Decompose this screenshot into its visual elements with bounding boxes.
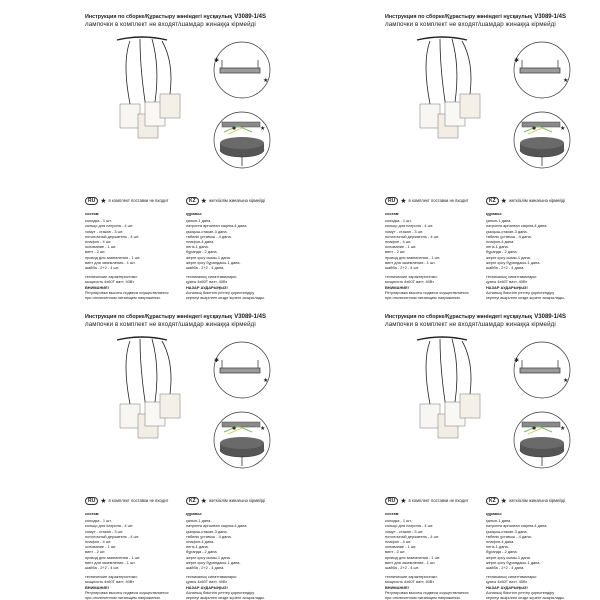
kz-part-item: бұранда - 2 дана. xyxy=(186,549,218,555)
kz-part-item: плафон-4 дана. xyxy=(186,539,215,545)
kz-part-item: жерге қосу бұрандасы-1 дана. xyxy=(186,559,241,565)
ru-note: при отключенном питающем напряжении. xyxy=(85,295,161,300)
ru-tech-value: мощность 4х60Т ватт, 40Вт xyxy=(85,579,135,585)
ru-part-item: винт - 2 шт. xyxy=(85,549,106,555)
ru-part-item: винт для заземления - 1 шт. xyxy=(385,559,436,565)
lamp-shade xyxy=(160,94,180,118)
kz-part-item: қалып-1 дана. xyxy=(486,218,512,224)
kz-part-item: қысқыш-стакан-3 дана. xyxy=(186,228,228,234)
kz-tech-title: техникалық сипаттамалары: xyxy=(186,574,238,580)
svg-text:✱: ✱ xyxy=(532,126,537,132)
lamp-shade xyxy=(120,404,140,428)
svg-text:★: ★ xyxy=(263,78,269,84)
ru-note: Регулировка высоты подвеса осуществляется xyxy=(385,289,469,295)
ru-part-item: шайба - 2+2 - 4 шт. xyxy=(385,265,420,271)
ru-note: Регулировка высоты подвеса осуществляется xyxy=(85,589,169,595)
kz-parts-column xyxy=(486,211,565,300)
kz-part-item: шайба - 2+2 - 4 дана. xyxy=(486,265,525,271)
kz-parts-title: құрамы: xyxy=(486,511,503,516)
kz-warning: НАЗАР АУДАРЫҢЫЗ! xyxy=(486,584,528,590)
ru-tech-title: технические характеристики: xyxy=(85,274,138,280)
legend-ru-text: в комплект поставки не входит xyxy=(108,198,169,203)
header-subtitle: лампочки в комплект не входят/шамдар жинаққа кірмейді xyxy=(85,321,256,328)
legend-ru-text: в комплект поставки не входит xyxy=(408,198,469,203)
header-subtitle: лампочки в комплект не входят/шамдар жинаққа кірмейді xyxy=(385,321,556,328)
chandelier-diagram xyxy=(82,32,292,182)
ru-part-item: винт - 2 шт. xyxy=(85,249,106,255)
svg-text:★: ★ xyxy=(563,378,569,384)
ru-part-item: кольцо для патрона - 4 шт. xyxy=(85,523,134,529)
lamp-shade xyxy=(420,104,440,128)
kz-note: Аспаның биіктігін реттеу қоректендіру xyxy=(186,289,255,295)
ru-part-item: шайба - 2+2 - 4 шт. xyxy=(385,565,420,571)
kz-part-item: негіз-1 дана. xyxy=(186,544,209,550)
kz-note: кернеуі өшірілген кезде жүзеге асырылады. xyxy=(486,295,565,300)
kz-part-item: төбелік ұстағыш - 4 дана. xyxy=(186,233,232,239)
kz-badge: KZ xyxy=(486,197,499,205)
ru-tech-title: технические характеристики: xyxy=(85,574,138,580)
ru-part-item: потолочный держатель - 4 шт. xyxy=(385,233,440,239)
legend-kz-text: жеткізілім жинағына кірмейді xyxy=(508,198,566,203)
model-code: V3089-1/4S xyxy=(534,14,566,20)
kz-part-item: жерге қосу бұрандасы-1 дана. xyxy=(486,259,541,265)
cord xyxy=(152,39,157,102)
kz-part-item: бұранда - 2 дана. xyxy=(486,549,518,555)
legend-kz xyxy=(186,497,265,505)
kz-part-item: жерге қосу сымы-1 дана. xyxy=(486,554,531,560)
model-code: V3089-1/4S xyxy=(234,314,266,320)
kz-part-item: жерге қосу бұрандасы-1 дана. xyxy=(186,259,241,265)
cord xyxy=(462,41,471,94)
ru-warning: ВНИМАНИЕ! xyxy=(85,584,109,590)
kz-part-item: патронға арналған сақина-4 дана. xyxy=(186,223,248,229)
kz-tech-value: қуаты 4х60Т ватт, 40Вт xyxy=(486,579,528,585)
ru-tech-title: технические характеристики: xyxy=(385,274,438,280)
ru-part-item: хомут - стакан - 3 шт. xyxy=(385,228,424,234)
model-code: V3089-1/4S xyxy=(534,314,566,320)
ru-part-item: хомут - стакан - 3 шт. xyxy=(85,228,124,234)
ru-part-item: плафон - 4 шт. xyxy=(385,539,412,545)
cord xyxy=(152,339,157,402)
kz-part-item: төбелік ұстағыш - 4 дана. xyxy=(486,233,532,239)
cord xyxy=(452,39,457,102)
ru-parts-title: состав: xyxy=(85,511,100,516)
svg-text:✱: ✱ xyxy=(232,426,237,432)
svg-text:★: ★ xyxy=(560,126,566,132)
canopy xyxy=(417,37,467,40)
ru-part-item: потолочный держатель - 4 шт. xyxy=(385,533,440,539)
svg-text:★: ★ xyxy=(560,426,566,432)
bracket xyxy=(522,122,560,127)
svg-text:★: ★ xyxy=(260,126,266,132)
kz-tech-value: қуаты 4х60Т ватт, 40Вт xyxy=(186,279,228,285)
svg-text:✱: ✱ xyxy=(514,358,520,364)
ru-note: при отключенном питающем напряжении. xyxy=(85,595,161,600)
kz-parts-column xyxy=(186,511,265,600)
ru-parts-title: состав: xyxy=(85,211,100,216)
ru-parts-column xyxy=(385,211,468,300)
legend-kz xyxy=(486,197,565,205)
ru-part-item: провод для заземления - 1 шт. xyxy=(385,254,441,260)
kz-tech-title: техникалық сипаттамалары: xyxy=(186,274,238,280)
kz-note: кернеуі өшірілген кезде жүзеге асырылады. xyxy=(486,595,565,600)
kz-badge: KZ xyxy=(186,197,199,205)
lamp-shade xyxy=(120,104,140,128)
kz-part-item: қалып-1 дана. xyxy=(186,218,212,224)
kz-part-item: негіз-1 дана. xyxy=(486,244,509,250)
kz-warning: НАЗАР АУДАРЫҢЫЗ! xyxy=(486,284,528,290)
ru-part-item: основание - 1 шт. xyxy=(385,244,417,250)
ru-parts-title: состав: xyxy=(385,211,400,216)
ru-note: Регулировка высоты подвеса осуществляется xyxy=(385,589,469,595)
kz-parts-column xyxy=(186,211,265,300)
kz-note: Аспаның биіктігін реттеу қоректендіру xyxy=(486,289,555,295)
cord xyxy=(126,41,130,104)
lamp-shade xyxy=(420,404,440,428)
kz-note: кернеуі өшірілген кезде жүзеге асырылады. xyxy=(186,595,265,600)
ru-note: при отключенном питающем напряжении. xyxy=(385,595,461,600)
star-icon: ★ xyxy=(400,198,407,205)
ru-badge: RU xyxy=(385,197,398,205)
svg-text:✱: ✱ xyxy=(532,426,537,432)
kz-parts-column xyxy=(486,511,565,600)
ru-badge: RU xyxy=(385,497,398,505)
chandelier-diagram xyxy=(82,332,292,482)
ru-part-item: провод для заземления - 1 шт. xyxy=(385,554,441,560)
mounting-bar xyxy=(220,368,260,373)
header-subtitle: лампочки в комплект не входят/шамдар жинаққа кірмейді xyxy=(85,21,256,28)
kz-note: кернеуі өшірілген кезде жүзеге асырылады. xyxy=(186,295,265,300)
cord xyxy=(126,341,130,404)
kz-warning: НАЗАР АУДАРЫҢЫЗ! xyxy=(186,584,228,590)
kz-note: Аспаның биіктігін реттеу қоректендіру xyxy=(486,589,555,595)
legend-kz-text: жеткізілім жинағына кірмейді xyxy=(508,498,566,503)
ru-part-item: кольцо для патрона - 4 шт. xyxy=(385,523,434,529)
legend-ru xyxy=(85,197,168,205)
ru-part-item: колодка - 1 шт. xyxy=(385,218,412,224)
mounting-bar xyxy=(520,368,560,373)
star-icon: ★ xyxy=(400,498,407,505)
ru-badge: RU xyxy=(85,497,98,505)
kz-part-item: плафон-4 дана. xyxy=(186,239,215,245)
header-subtitle: лампочки в комплект не входят/шамдар жинаққа кірмейді xyxy=(385,21,556,28)
instruction-panel xyxy=(0,300,300,600)
kz-part-item: плафон-4 дана. xyxy=(486,539,515,545)
kz-part-item: шайба - 2+2 - 4 дана. xyxy=(186,565,225,571)
ru-part-item: винт для заземления - 1 шт. xyxy=(85,559,136,565)
svg-text:✱: ✱ xyxy=(514,58,520,64)
ru-part-item: основание - 1 шт. xyxy=(85,544,117,550)
bracket xyxy=(222,122,260,127)
mounting-bar xyxy=(220,68,260,73)
cord xyxy=(462,341,471,394)
ru-part-item: хомут - стакан - 3 шт. xyxy=(85,528,124,534)
chandelier-diagram xyxy=(382,332,592,482)
kz-tech-title: техникалық сипаттамалары: xyxy=(486,574,538,580)
ru-note: при отключенном питающем напряжении. xyxy=(385,295,461,300)
kz-part-item: қалып-1 дана. xyxy=(486,518,512,524)
svg-text:★: ★ xyxy=(263,378,269,384)
legend-kz xyxy=(186,197,265,205)
cord xyxy=(162,41,171,94)
kz-part-item: патронға арналған сақина-4 дана. xyxy=(186,523,248,529)
instruction-panel xyxy=(0,0,300,300)
header-title: Инструкция по сборке/Құрастыру жөніндегі нұсқаулық xyxy=(85,314,232,320)
legend-kz-text: жеткізілім жинағына кірмейді xyxy=(208,498,266,503)
model-code: V3089-1/4S xyxy=(234,14,266,20)
kz-note: Аспаның биіктігін реттеу қоректендіру xyxy=(186,589,255,595)
ru-part-item: основание - 1 шт. xyxy=(85,244,117,250)
kz-part-item: қалып-1 дана. xyxy=(186,518,212,524)
ru-part-item: потолочный держатель - 4 шт. xyxy=(85,233,140,239)
panel-header xyxy=(85,314,280,328)
svg-text:✱: ✱ xyxy=(232,126,237,132)
legend-ru-text: в комплект поставки не входит xyxy=(408,498,469,503)
ru-parts-column xyxy=(85,211,168,300)
kz-part-item: плафон-4 дана. xyxy=(486,239,515,245)
legend-ru-text: в комплект поставки не входит xyxy=(108,498,169,503)
ru-part-item: винт для заземления - 1 шт. xyxy=(85,259,136,265)
instruction-panel xyxy=(300,300,600,600)
bracket xyxy=(522,422,560,427)
ru-parts-column xyxy=(85,511,168,600)
kz-badge: KZ xyxy=(486,497,499,505)
kz-warning: НАЗАР АУДАРЫҢЫЗ! xyxy=(186,284,228,290)
svg-text:★: ★ xyxy=(260,426,266,432)
chandelier-diagram xyxy=(382,32,592,182)
ru-part-item: колодка - 1 шт. xyxy=(385,518,412,524)
legend-ru xyxy=(385,497,468,505)
ru-part-item: кольцо для патрона - 4 шт. xyxy=(85,223,134,229)
bracket xyxy=(222,422,260,427)
panel-header xyxy=(385,14,580,28)
kz-tech-title: техникалық сипаттамалары: xyxy=(486,274,538,280)
kz-part-item: патронға арналған сақина-4 дана. xyxy=(486,523,548,529)
kz-part-item: төбелік ұстағыш - 4 дана. xyxy=(186,533,232,539)
ru-part-item: хомут - стакан - 3 шт. xyxy=(385,528,424,534)
kz-part-item: шайба - 2+2 - 4 дана. xyxy=(186,265,225,271)
kz-parts-title: құрамы: xyxy=(186,211,203,216)
ru-part-item: колодка - 1 шт. xyxy=(85,218,112,224)
ru-part-item: винт для заземления - 1 шт. xyxy=(385,259,436,265)
ru-tech-value: мощность 4х60Т ватт, 40Вт xyxy=(85,279,135,285)
ru-part-item: винт - 2 шт. xyxy=(385,549,406,555)
instruction-panel xyxy=(300,0,600,300)
kz-part-item: төбелік ұстағыш - 4 дана. xyxy=(486,533,532,539)
star-icon: ★ xyxy=(100,498,107,505)
kz-part-item: бұранда - 2 дана. xyxy=(486,249,518,255)
canopy xyxy=(117,37,167,40)
cord xyxy=(452,339,457,402)
ru-badge: RU xyxy=(85,197,98,205)
svg-text:✱: ✱ xyxy=(214,58,220,64)
star-icon: ★ xyxy=(500,498,507,505)
kz-part-item: шайба - 2+2 - 4 дана. xyxy=(486,565,525,571)
ru-part-item: винт - 2 шт. xyxy=(385,249,406,255)
kz-part-item: қысқыш-стакан-3 дана. xyxy=(486,228,528,234)
kz-part-item: патронға арналған сақина-4 дана. xyxy=(486,223,548,229)
kz-part-item: қысқыш-стакан-3 дана. xyxy=(486,528,528,534)
kz-badge: KZ xyxy=(186,497,199,505)
ru-part-item: плафон - 4 шт. xyxy=(385,239,412,245)
ru-part-item: провод для заземления - 1 шт. xyxy=(85,254,141,260)
ru-tech-value: мощность 4х60Т ватт, 40Вт xyxy=(385,279,435,285)
ru-warning: ВНИМАНИЕ! xyxy=(385,584,409,590)
cord xyxy=(426,341,430,404)
ru-part-item: колодка - 1 шт. xyxy=(85,518,112,524)
kz-part-item: жерге қосу сымы-1 дана. xyxy=(486,254,531,260)
kz-part-item: қысқыш-стакан-3 дана. xyxy=(186,528,228,534)
kz-tech-value: қуаты 4х60Т ватт, 40Вт xyxy=(186,579,228,585)
panel-header xyxy=(85,14,280,28)
lamp-shade xyxy=(460,394,480,418)
header-title: Инструкция по сборке/Құрастыру жөніндегі нұсқаулық xyxy=(85,14,232,20)
ru-tech-title: технические характеристики: xyxy=(385,574,438,580)
kz-parts-title: құрамы: xyxy=(186,511,203,516)
canopy xyxy=(417,337,467,340)
ru-part-item: шайба - 2+2 - 4 шт. xyxy=(85,265,120,271)
cord xyxy=(162,341,171,394)
ru-part-item: плафон - 4 шт. xyxy=(85,239,112,245)
ru-note: Регулировка высоты подвеса осуществляется xyxy=(85,289,169,295)
ru-tech-value: мощность 4х60Т ватт, 40Вт xyxy=(385,579,435,585)
svg-text:✱: ✱ xyxy=(214,358,220,364)
star-icon: ★ xyxy=(100,198,107,205)
header-title: Инструкция по сборке/Құрастыру жөніндегі нұсқаулық xyxy=(385,14,532,20)
ru-parts-column xyxy=(385,511,468,600)
cord xyxy=(426,41,430,104)
kz-part-item: жерге қосу бұрандасы-1 дана. xyxy=(486,559,541,565)
legend-kz-text: жеткізілім жинағына кірмейді xyxy=(208,198,266,203)
legend-kz xyxy=(486,497,565,505)
svg-text:★: ★ xyxy=(563,78,569,84)
star-icon: ★ xyxy=(200,198,207,205)
ru-part-item: провод для заземления - 1 шт. xyxy=(85,554,141,560)
header-title: Инструкция по сборке/Құрастыру жөніндегі нұсқаулық xyxy=(385,314,532,320)
ru-warning: ВНИМАНИЕ! xyxy=(385,284,409,290)
mounting-bar xyxy=(520,68,560,73)
ru-parts-title: состав: xyxy=(385,511,400,516)
kz-part-item: негіз-1 дана. xyxy=(186,244,209,250)
ru-warning: ВНИМАНИЕ! xyxy=(85,284,109,290)
star-icon: ★ xyxy=(500,198,507,205)
panel-header xyxy=(385,314,580,328)
legend-ru xyxy=(385,197,468,205)
ru-part-item: основание - 1 шт. xyxy=(385,544,417,550)
ru-part-item: кольцо для патрона - 4 шт. xyxy=(385,223,434,229)
ru-part-item: потолочный держатель - 4 шт. xyxy=(85,533,140,539)
ru-part-item: шайба - 2+2 - 4 шт. xyxy=(85,565,120,571)
canopy xyxy=(117,337,167,340)
legend-ru xyxy=(85,497,168,505)
kz-part-item: бұранда - 2 дана. xyxy=(186,249,218,255)
lamp-shade xyxy=(160,394,180,418)
kz-part-item: негіз-1 дана. xyxy=(486,544,509,550)
kz-tech-value: қуаты 4х60Т ватт, 40Вт xyxy=(486,279,528,285)
lamp-shade xyxy=(460,94,480,118)
star-icon: ★ xyxy=(200,498,207,505)
ru-part-item: плафон - 4 шт. xyxy=(85,539,112,545)
kz-parts-title: құрамы: xyxy=(486,211,503,216)
kz-part-item: жерге қосу сымы-1 дана. xyxy=(186,554,231,560)
kz-part-item: жерге қосу сымы-1 дана. xyxy=(186,254,231,260)
